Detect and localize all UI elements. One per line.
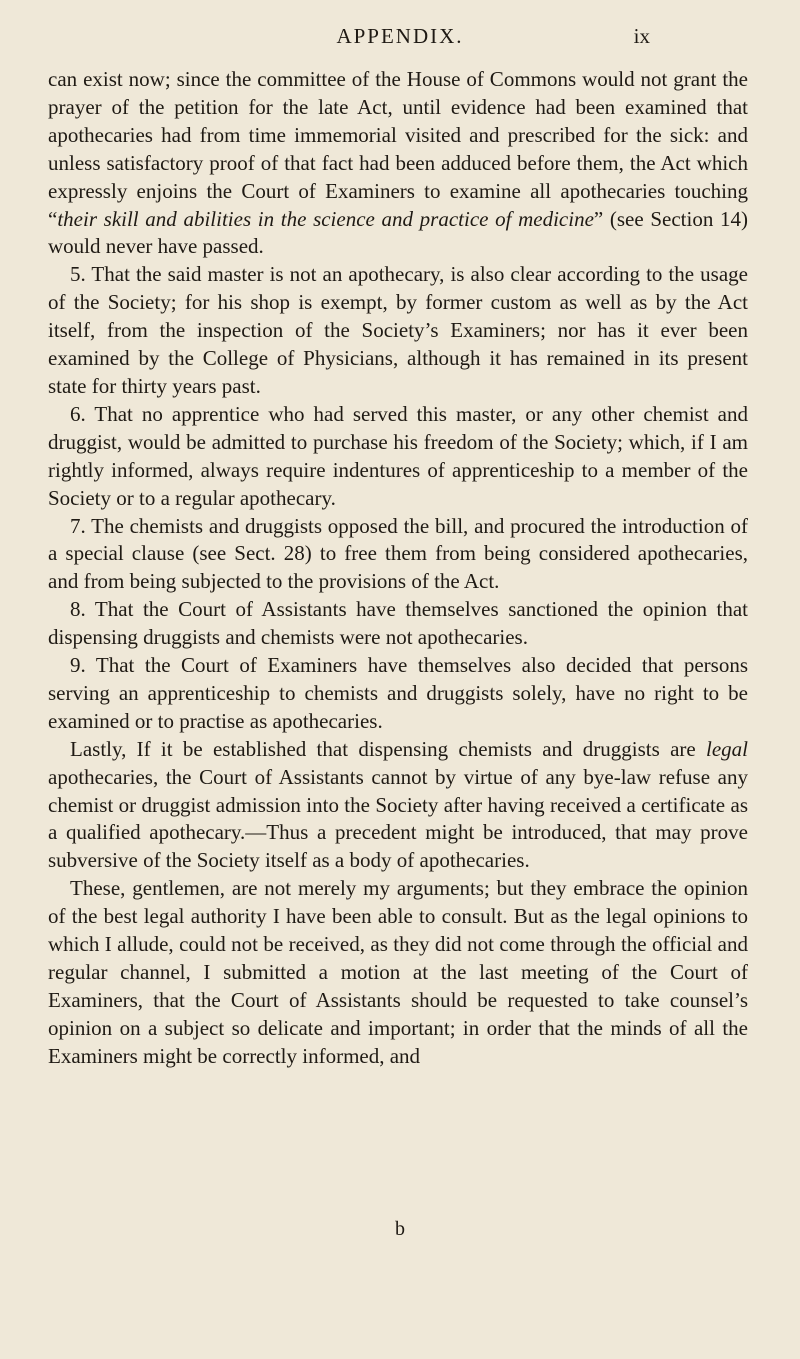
- text-run: apothecaries, the Court of Assistants cannot by virtue of any bye-law refuse any chemist or druggist admission into the Society after having received a certificate as a qualified apothecary.—Thus a precedent might be introduced, that may prove subversive of the Society itself as a body of apothecaries.: [48, 764, 748, 873]
- paragraph: [48, 401, 748, 513]
- running-head: [0, 14, 800, 54]
- text-run: 7. The chemists and druggists opposed the bill, and procured the introduction of a special clause (see Sect. 28) to free them from being considered apothecaries, and from being subjected to the provisions of the Act.: [48, 513, 748, 594]
- text-run: can exist now; since the committee of the House of Commons would not grant the prayer of the petition for the late Act, until evidence had been examined that apothecaries had from time immemorial visited and prescribed for the sick: and unless satisfactory proof of that fact had been adduced before them, the Act which expressly enjoins the Court of Examiners to examine all apothecaries touching “: [48, 67, 748, 231]
- text-run: ” (see Section 14) would never have passed.: [48, 206, 748, 259]
- paragraph: [48, 875, 748, 1070]
- text-run: 8. That the Court of Assistants have themselves sanctioned the opinion that dispensing druggists and chemists were not apothecaries.: [48, 597, 748, 650]
- text-run: 5. That the said master is not an apothecary, is also clear according to the usage of the Society; for his shop is exempt, by former custom as well as by the Act itself, from the inspection of the Society’s Examiners; nor has it ever been examined by the College of Physicians, although it has remained in its present state for thirty years past.: [48, 262, 748, 398]
- paragraph: [48, 652, 748, 736]
- running-head-title: APPENDIX.: [336, 24, 464, 48]
- italic-text: their skill and abilities in the science and practice of medicine: [57, 206, 594, 231]
- paragraph: [48, 736, 748, 876]
- body-text: [48, 66, 748, 1071]
- italic-text: legal: [706, 736, 748, 761]
- text-run: 9. That the Court of Examiners have themselves also decided that persons serving an apprenticeship to chemists and druggists solely, have no right to be examined or to practise as apothecaries.: [48, 653, 748, 733]
- paragraph: [48, 66, 748, 261]
- signature-mark: b: [395, 1218, 405, 1240]
- text-run: 6. That no apprentice who had served this master, or any other chemist and druggist, would be admitted to purchase his freedom of the Society; which, if I am rightly informed, always require indentures of apprenticeship to a member of the Society or to a regular apothecary.: [48, 401, 748, 510]
- page-number: ix: [633, 24, 650, 48]
- paragraph: [48, 596, 748, 652]
- paragraph: [48, 513, 748, 597]
- text-run: These, gentlemen, are not merely my arguments; but they embrace the opinion of the best legal authority I have been able to consult. But as the legal opinions to which I allude, could not be received, as they did not come through the official and regular channel, I submitted a motion at the last meeting of the Court of Examiners, that the Court of Assistants should be requested to take counsel’s opinion on a subject so delicate and important; in order that the minds of all the Examiners might be correctly informed, and: [48, 876, 748, 1068]
- text-run: Lastly, If it be established that dispensing chemists and druggists are: [70, 736, 706, 761]
- paragraph: [48, 261, 748, 401]
